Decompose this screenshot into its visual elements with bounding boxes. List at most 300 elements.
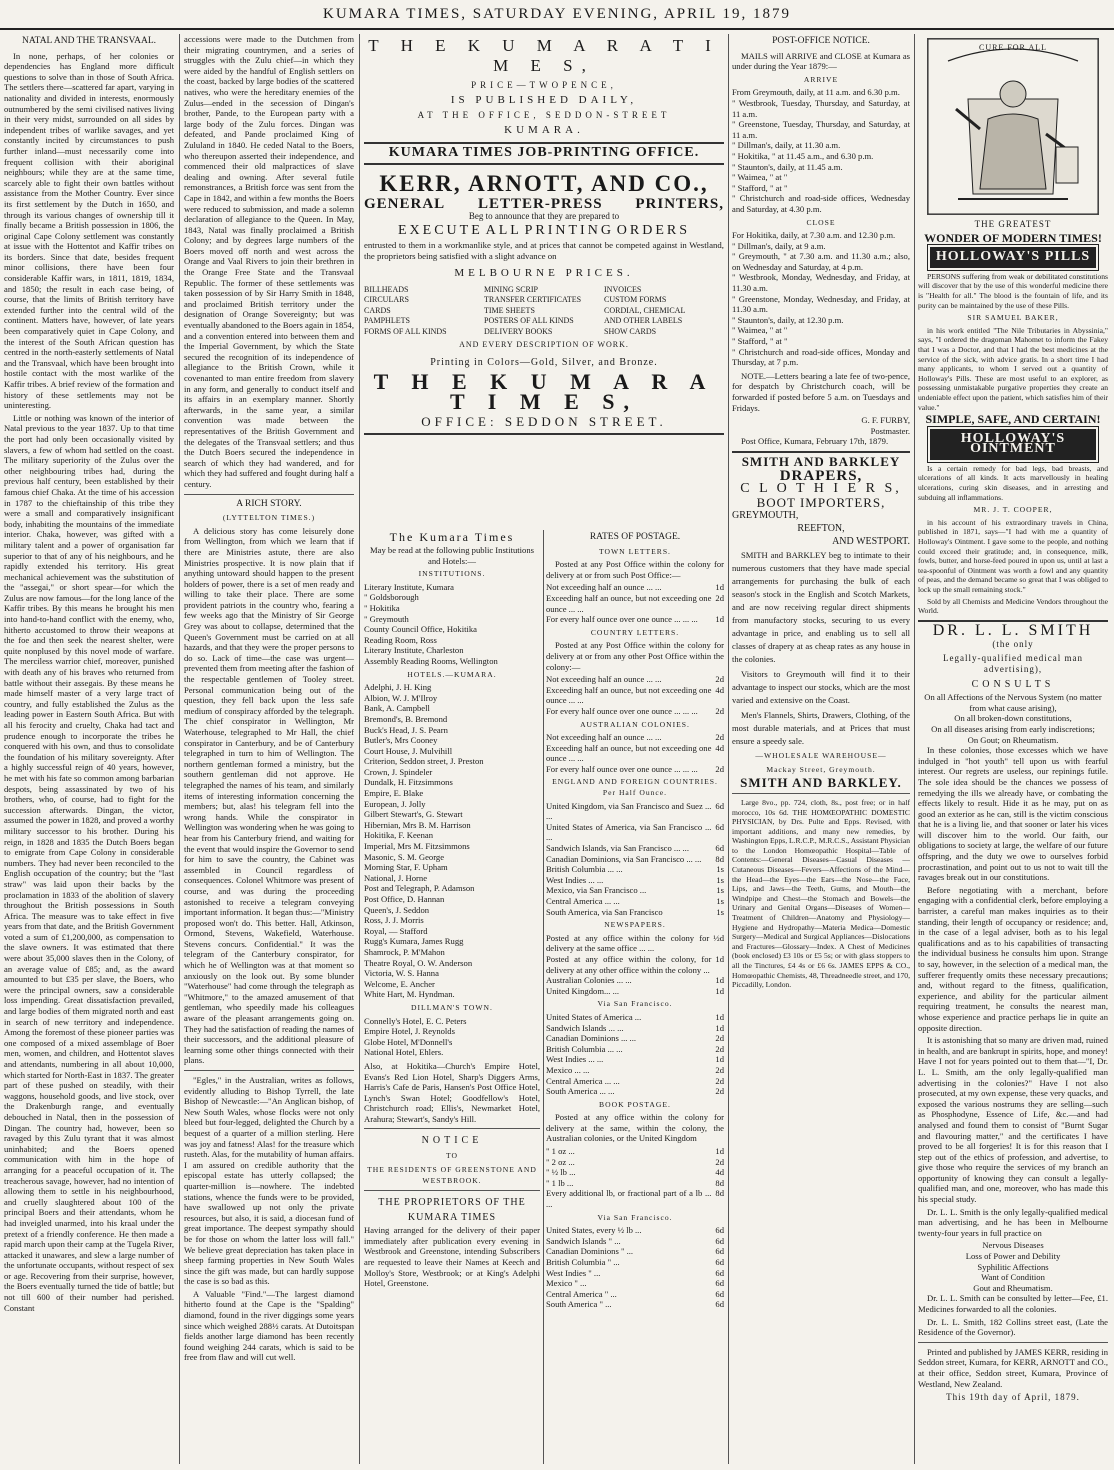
institution-item: Literary Institute, Charleston — [364, 645, 464, 656]
po-title: POST-OFFICE NOTICE. — [772, 36, 870, 46]
eng-rates — [546, 801, 724, 918]
pills-text: PERSONS suffering from weak or debilitated constitutions will discover that by the use of this wonderful medicine there is "Health for all." The blood is the fountain of life, and its purity can be maintained by the use of these Pills. — [918, 271, 1108, 310]
news-rates — [546, 933, 724, 997]
town-rates — [546, 582, 724, 624]
print-items-grid — [364, 285, 724, 338]
close-heading: CLOSE — [806, 217, 836, 227]
hotel-item: Masonic, S. M. George — [364, 851, 445, 862]
hotel-item: Court House, J. Mulvihill — [364, 745, 453, 756]
sb-text: SMITH and BARKLEY beg to intimate to their numerous customers that they have made special arrangements for purchasing the bulk of each season's stock in the English and Scotch Markets, and are now receiving regular direct shipments from manufactory stocks, securing to us every advantage in price, and enabling us to sell all classes of drapery at as cheap rates as any house in the colonies. — [732, 550, 910, 665]
sb-mens: Men's Flannels, Shirts, Drawers, Clothing, of the most durable materials, and at Prices that must ensure a speedy sale. — [732, 710, 910, 747]
hotel-item: Bank, A. Campbell — [364, 703, 430, 714]
notice-heading: NOTICE — [421, 1135, 483, 1147]
rate-row — [546, 743, 724, 764]
rate-label: Every additional lb, or fractional part of a lb ... ... — [546, 1188, 712, 1210]
rate-row — [546, 1289, 724, 1300]
holloway-illustration — [927, 38, 1099, 215]
rate-label: Not exceeding half an ounce ... ... — [546, 732, 662, 743]
hotel-item: Empire, E. Blake — [364, 788, 424, 799]
proprietors-heading: THE PROPRIETORS OF THE KUMARA TIMES — [378, 1197, 526, 1224]
article-natal — [4, 34, 174, 1466]
rate-row — [546, 954, 724, 975]
print-item: BILLHEADS — [364, 284, 409, 294]
rate-label: Not exceeding half an ounce ... ... — [546, 674, 662, 685]
wholesale: —WHOLESALE WAREHOUSE— — [755, 751, 887, 761]
hotel-item: Adelphi, J. H. King — [364, 682, 432, 693]
divider — [364, 1128, 540, 1129]
article-paragraph: Little or nothing was known of the interior of Natal previous to the year 1837. Up to that time the port had only been occasionally visited by slavers, a few of whom had settled on the coast. The military superiority of the Zulus over the other neighbouring tribes had, during the previous half century, been established by their famous chief Chaka. At the time of his accession in 1787 to the chieftainship of this tribe they were a small and comparatively insignificant body, inhabiting the mountains of the immediate interior. Chaka, however, was gifted with a military talent and a power of organisation far superior to that of any of his neighbours, and he rapidly extended his territory. His great mechanical achievement was the substitution of the "assegai," or short spear—for which the Zulus are now famous—for the long lance of the Kaffir tribes. By this means he brought his men into hand-to-hand conflict with the enemy, who, hitherto accustomed to throw their weapons at the foe and then seek the nearest shelter, were quite nonplused by this novel mode of warfare. The merciless warrior chief, moreover, punished with death any of his braves who returned from battle without their assegais. By these means he made himself master of a very large tract of country, and fully established the Zulus as the leading power in Eastern South Africa. But with all his ferocity and cruelty, Chaka had tact and prudence enough to incorporate the tribes he conquered with his own, and thus to consolidate the foundation of his military sovereignty. After a highly successful reign of 40 years, however, he met with his fate so common among barbarian despots, being assassinated by two of his brothers, who, of course, had to fight for the succession afterwards. Dingan, the victor, assumed the power in 1828, and proved a worthy military successor to his brother. During his reign, in 1828 and 1835 the Dutch Boers began to emigrate from Cape Colony in considerable numbers. They had never been reconciled to the English occupation of the country; but the "last straw" was laid upon their backs by the proclamation in 1833 of the abolition of slavery throughout the British possessions in South Africa. The measure was to take effect in five years from that date, and the British Government voted a sum of £1,200,000, as compensation to the slave owners. It was estimated that there were about 35,000 slaves then in the Colony, of an average value of £85; and, as the award amounted to but £35 per slave, the Boers, who were the principal owners, saw a considerable loss impending. Great dissatisfaction prevailed, and large bodies of them migrated north and east in search of new territory and independence. Among the foremost of these pioneer parties was one composed of a mixed assemblage of Boer men, women, and children, and Hottentot slaves and attendants, numbering in all about 10,000, which started for North-East in 1837. The greater part of these pushed on steadily, with their waggons, household goods, and live stock, over the Drakenburgh range, and eventually debouched in Natal, then in the possession of Dingan. The country had, however, been so ravaged by this Zulu tyrant that it was almost uninhabited; and the Boers opened communication with him in the hope of arranging for a peaceful occupation of it. The treacherous savage, however, had no intention of allowing them to settle in his neighbourhood, and cruelly slaughtered about 100 of the principal Boers and their attendants, whom he had inveigled unarmed, into his kraal under the pretext of a friendly conference. He then made a rapid march upon their camp at the Tugela River, attacked it unawares, and slew a large number of the unfortunate occupants, without respect of sex or age. Recovering from their surprise, however, the Boers eventually turned the tide of battle; but not till 600 of their number had perished. Constant — [4, 412, 174, 1313]
dillman-item: Globe Hotel, M'Donnell's — [364, 1036, 453, 1047]
aus-heading: AUSTRALIAN COLONIES. — [580, 719, 690, 729]
rate-row — [546, 1146, 724, 1157]
hotel-item: Hokitika, F. Keenan — [364, 830, 434, 841]
rate-row — [546, 1157, 724, 1168]
rate-label: For every half ounce over one ounce ... ... ... — [546, 705, 698, 716]
cure-for-all-badge: CURE FOR ALL — [978, 43, 1047, 52]
close-item: " Dillman's, daily, at 9 a.m. — [732, 240, 826, 251]
bookvia-heading: Via San Francisco. — [597, 1212, 673, 1222]
rate-row — [546, 1178, 724, 1189]
rate-label: United Kingdom, via San Francisco and Suez ... ... — [546, 800, 712, 822]
simple-safe: SIMPLE, SAFE, AND CERTAIN! — [925, 412, 1101, 427]
divider — [732, 451, 910, 453]
hotel-item: Morning Star, F. Upham — [364, 862, 448, 873]
po-intro: MAILS will ARRIVE and CLOSE at Kumara as under during the Year 1879:— — [732, 50, 910, 72]
print-item: CORDIAL, CHEMICAL — [604, 305, 686, 315]
holloways-pills: HOLLOWAY'S PILLS — [930, 247, 1096, 268]
rate-value: 2d — [715, 1064, 724, 1075]
rate-row — [546, 706, 724, 717]
divider — [184, 494, 354, 495]
divider — [184, 1070, 354, 1071]
kumara-times-title: The Kumara Times — [389, 530, 515, 544]
close-item: " Stafford, " at " — [732, 336, 788, 347]
price: PRICE—TWOPENCE, — [471, 80, 617, 90]
eng-heading: ENGLAND AND FOREIGN COUNTRIES. Per Half Ounce. — [552, 777, 718, 798]
rate-label: United States, every ½ lb ... — [546, 1225, 642, 1236]
dillman-item: Empire Hotel, J. Reynolds — [364, 1026, 455, 1037]
wonder: WONDER OF MODERN TIMES! — [924, 230, 1102, 245]
smith-list-item: Want of Condition — [981, 1272, 1045, 1283]
print-item: CUSTOM FORMS — [604, 295, 667, 305]
smith-text-1: In these colonies, those excesses which we have indulged in "hot youth" tell upon us with fearful interest. Our regrets are useless, our repinings futile. The sole idea should be the chances we possess of remedying the ills we already have, or combating the effects likely to result. Hide it as he may, put on as good an exterior as he can, still is the victim conscious that he is a living lie, and that sooner or later his vices will discover him to the world. Our faith, our obligations to society at large, the welfare of our future offspring, and the duty we owe to ourselves forbid procrastination, and point out to us not to wait till the ravages break out in our constitutions. — [918, 745, 1108, 883]
rate-value: 6d — [715, 1235, 724, 1246]
arrive-heading: ARRIVE — [803, 74, 839, 84]
rate-value: 6d — [715, 1246, 724, 1257]
rate-row — [546, 764, 724, 775]
hotel-item: European, J. Jolly — [364, 798, 426, 809]
smith-list — [918, 1240, 1108, 1293]
rate-row — [546, 854, 724, 865]
institution-item: Assembly Reading Rooms, Wellington — [364, 655, 498, 666]
sb-visitors: Visitors to Greymouth will find it to their advantage to inspect our stocks, which are the most varied and extensive on the Coast. — [732, 669, 910, 706]
sb-title: SMITH AND BARKLEY — [741, 453, 901, 469]
rate-row — [546, 1278, 724, 1289]
smith-list-item: Syphilitic Affections — [977, 1261, 1049, 1272]
kerr-arnott-heading: KERR, ARNOTT, AND CO., — [379, 170, 709, 196]
print-item: TIME SHEETS — [484, 305, 535, 315]
close-item: " Greymouth, " at 7.30 a.m. and 11.30 a.m.; also, on Wednesday and Saturday, at 4 p.m. — [732, 251, 910, 272]
holloway-and-smith-adverts — [918, 34, 1108, 1466]
sb-end: SMITH AND BARKLEY. — [740, 775, 902, 791]
close-item: " Greenstone, Monday, Wednesday, and Friday, at 11.30 a.m. — [732, 293, 910, 315]
hotel-item: Queen's, J. Seddon — [364, 904, 430, 915]
institution-item: Reading Room, Ross — [364, 634, 437, 645]
baker-name: SIR SAMUEL BAKER, — [967, 313, 1059, 323]
rate-value: 6d — [715, 821, 724, 832]
close-item: " Christchurch and road-side offices, Monday and Thursday, at 7 p.m. — [732, 346, 910, 368]
close-item: " Staunton's, daily, at 12.30 p.m. — [732, 314, 844, 325]
via-rates — [546, 1012, 724, 1097]
office-2: OFFICE: SEDDON STREET. — [421, 414, 667, 430]
mackay: Mackay Street, Greymouth. — [766, 764, 876, 774]
rate-row — [546, 1033, 724, 1044]
postage-title: RATES OF POSTAGE. — [589, 532, 681, 542]
rate-label: Sandwich Islands " ... — [546, 1235, 621, 1246]
general-word: GENERAL — [364, 195, 446, 212]
consult-line: On all diseases arising from early indiscretions; — [931, 723, 1095, 734]
rate-value: 1s — [716, 896, 724, 906]
rate-row — [546, 1086, 724, 1097]
column-rule — [359, 34, 360, 1464]
rate-row — [546, 1225, 724, 1236]
rate-label: West Indies " ... — [546, 1267, 601, 1278]
hotel-item: Hibernian, Mrs B. M. Harrison — [364, 819, 471, 830]
hotel-item: Imperial, Mrs M. Fitzsimmons — [364, 841, 470, 852]
post-office-notice — [732, 34, 910, 1466]
rate-row — [546, 907, 724, 918]
rate-row — [546, 1076, 724, 1087]
rate-value: 1d — [715, 582, 724, 593]
rate-label: Mexico, via San Francisco ... — [546, 885, 647, 896]
rate-row — [546, 1012, 724, 1023]
rate-value: 2d — [715, 1043, 724, 1054]
po-sign-title: Postmaster. — [870, 425, 910, 436]
smith-text-2: Before negotiating with a merchant, before engaging with a confidential clerk, before employing a barrister, a careful man makes inquiries as to their standing, their length of occupancy or residence; and, in the case of a legal adviser, both as to his legal qualifications and as to his capabilities of transacting the individual business he consults him upon. Strange to say, however, in the selection of a medical man, the sufferer frequently omits these necessary precautions; and, without regard to the fitness, qualification, experience, and ability for the particular ailment requiring treatment, he consults the nearest man, whose experience and practice perhaps lie in quite an opposite direction. — [918, 884, 1108, 1033]
rate-value: 2d — [715, 592, 724, 603]
rate-row — [546, 593, 724, 614]
rate-row — [546, 614, 724, 625]
print-item: AND OTHER LABELS — [604, 316, 683, 326]
rate-label: Canadian Dominions " ... — [546, 1246, 634, 1257]
rate-value: 6d — [715, 1257, 724, 1267]
kumara-times-advert — [364, 34, 724, 528]
arrive-item: " Staunton's, daily, at 11.45 a.m. — [732, 161, 843, 172]
rate-row — [546, 1023, 724, 1034]
rate-value: 1s — [716, 885, 724, 896]
divider — [732, 793, 910, 794]
hotel-item: Albion, W. J. M'Ilroy — [364, 692, 438, 703]
arrive-item: From Greymouth, daily, at 11 a.m. and 6.30 p.m. — [732, 87, 900, 98]
column-rule — [179, 34, 180, 1464]
rate-value: 2d — [715, 1086, 724, 1097]
dillman-heading: DILLMAN'S TOWN. — [411, 1002, 493, 1012]
hotel-item: Shamrock, P. M'Mahon — [364, 946, 445, 957]
print-item: INVOICES — [604, 284, 642, 294]
rate-label: Canadian Dominions, via San Francisco ... ... — [546, 853, 702, 864]
greatest: THE GREATEST — [974, 219, 1052, 229]
rate-value: 1s — [716, 864, 724, 875]
rate-row — [546, 933, 724, 954]
rate-value: 8d — [715, 1188, 724, 1199]
rate-label: Australian Colonies ... ... — [546, 975, 632, 986]
rate-row — [546, 896, 724, 907]
rate-label: Central America ... ... — [546, 896, 620, 906]
hotels-heading: HOTELS.—KUMARA. — [407, 669, 497, 679]
ointment-text: Is a certain remedy for bad legs, bad breasts, and ulcerations of all kinds. It acts marvellously in healing ulcerations, curing skin diseases, and in arresting and subduing all inflammations. — [918, 463, 1108, 502]
institution-item: Literary Institute, Kumara — [364, 581, 454, 592]
hotel-item: Butler's, Mrs Cooney — [364, 735, 438, 746]
via-heading: Via San Francisco. — [597, 999, 673, 1009]
office-line: AT THE OFFICE, SEDDON-STREET — [417, 110, 671, 120]
smith-list-item: Gout and Rheumatism. — [973, 1282, 1053, 1293]
westport: AND WESTPORT. — [832, 535, 910, 547]
divider — [364, 163, 724, 165]
rate-label: United Kingdom... ... — [546, 985, 620, 996]
cooper-name: MR. J. T. COOPER, — [973, 505, 1053, 515]
consults: CONSULTS — [971, 679, 1055, 691]
institution-item: " Goldsborough — [364, 592, 419, 603]
institutions-list — [364, 582, 540, 667]
institutions-heading: INSTITUTIONS. — [418, 569, 486, 579]
book-heading: BOOK POSTAGE. — [599, 1099, 671, 1109]
rate-value: 6d — [715, 1278, 724, 1289]
rate-row — [546, 674, 724, 685]
rate-row — [546, 1167, 724, 1178]
hotel-item: National, J. Horne — [364, 872, 428, 883]
po-note: NOTE.—Letters bearing a late fee of two-pence, for despatch by Christchurch coach, will be forwarded if posted before 5 a.m. on Tuesdays and Fridays. — [732, 370, 910, 413]
print-item: CIRCULARS — [364, 295, 409, 305]
close-item: " Waimea, " at " — [732, 325, 788, 336]
rate-row — [546, 1246, 724, 1257]
hotel-item: Criterion, Seddon street, J. Preston — [364, 756, 484, 767]
arrive-item: " Waimea, " at " — [732, 172, 788, 183]
rate-value: 1s — [716, 874, 724, 885]
rate-value: 6d — [715, 800, 724, 811]
cooper-text: in his account of his extraordinary travels in China, published in 1871, says—"I had with me a quantity of Holloway's Ointment. I gave some to the people, and nothing could exceed their gratitude; and, in consequence, milk, fowls, butter, and horse-feed poured in upon us, until at last a tea-spoonful of Ointment was worth a fowl and any quantity of peas, and the demand became so great that I was obliged to lock up the small remaining stock." — [918, 517, 1108, 594]
divider — [364, 433, 724, 435]
public-institutions — [364, 530, 540, 1466]
rate-value: 6d — [715, 1299, 724, 1310]
rate-row — [546, 843, 724, 854]
rate-label: Mexico " ... — [546, 1278, 587, 1289]
homeopathic-advert: Large 8vo., pp. 724, cloth, 8s., post free; or in half morocco, 10s 6d. THE HOMŒOPATHIC DOMESTIC PHYSICIAN, by Drs. Pulte and Epps. Revised, with important additions, and many new remedies, by Washington Epps, L.R.C.P., M.R.C.S., Assistant Physician to the London Homœopathic Hospital—Table of Contents:—General Diseases—Casual Diseases — Cutaneous Diseases—Fevers—Affections of the Mind—the Head—the Eyes—the Ears—the Nose—the Face, Lips, and Jaws—the Teeth, Gums, and Mouth—the Windpipe and Chest—the Stomach and Bowels—the Urinary and Genital Organs—Diseases of Women—Treatment of Children—Anatomy and Physiology—Hygiene and Hydropathy—Materia Medica—Domestic Surgery—Medical and Surgical Appliances—Dislocations and Fractures—Glossary—Index. A Chest of Medicines (book enclosed) £3 10s or £5 5s; or with glass stoppers to all the Tinctures, £4 4s or £6 6s. JAMES EPPS & CO., Homœopathic Chemists, 48, Threadneedle street, and 170, Piccadilly, London. — [732, 797, 910, 990]
dillman-list — [364, 1016, 540, 1058]
bookvia-rates — [546, 1225, 724, 1310]
notice-residents: THE RESIDENTS OF GREENSTONE AND WESTBROOK. — [367, 1165, 537, 1185]
beg-line: Beg to announce that they are prepared to — [468, 211, 620, 222]
rate-value: 8d — [715, 1177, 724, 1188]
hotel-item: Rugg's Kumara, James Rugg — [364, 936, 464, 947]
consult-line: On all broken-down constitutions, — [954, 713, 1072, 724]
story-source: (LYTTELTON TIMES.) — [222, 513, 316, 523]
letterpress-word: LETTER-PRESS — [478, 195, 603, 212]
colors-line: Printing in Colors—Gold, Silver, and Bronze. — [430, 357, 658, 369]
rate-value: 1d — [715, 1011, 724, 1022]
proprietors-text: Having arranged for the delivery of their paper immediately after publication every evening in Westbrook and Greenstone, intending Subscribers are requested to leave their Names at Keech and Molloy's Store, Westbrook; or at King's Adelphi Hotel, Greenstone. — [364, 1225, 540, 1289]
arrive-item: " Westbrook, Tuesday, Thursday, and Saturday, at 11 a.m. — [732, 97, 910, 119]
rate-label: Mexico ... ... — [546, 1064, 590, 1075]
rate-label: Posted at any office within the colony, for delivery at any other office within the colony ... — [546, 953, 712, 975]
rate-value: 4d — [715, 742, 724, 753]
country-text: Posted at any Post Office within the colony for delivery at or from any other Post Office within the colony:— — [546, 640, 724, 672]
book-text: Posted at any office within the colony for delivery at the same, within the colony, the Australian colonies, or the United Kingdom — [546, 1112, 724, 1144]
rate-row — [546, 864, 724, 875]
seated-figure-icon — [928, 39, 1098, 214]
rate-value: 4d — [715, 1167, 724, 1178]
book-rates — [546, 1146, 724, 1210]
story-paragraph: A Valuable "Find."—The largest diamond hitherto found at the Cape is the "Spalding" diamond, found in the river diggings some years since which weighed 288½ carats. At Dutoitspan fields another large diamond has been recently found weighing 244 carats, which is said to be free from flaw and will cut well. — [184, 1288, 354, 1363]
notice-to: TO — [446, 1151, 458, 1161]
article-paragraph: accessions were made to the Dutchmen from their migrating countrymen, and a series of struggles with the Zulu chief—in which they were aided by the handful of English settlers on the coast, backed by large bodies of the scattered natives, who were the hereditary enemies of the Zulus—ended in the secession of Dingan's brother, Pande, to the European party with a large body of the Zulu forces. Dingan was defeated, and Pande proclaimed King of Zululand in 1840. He ceded Natal to the Boers, who thereupon asserted their independence, and commenced their old malpractices of slave dealing and owning. After several futile remonstrances, a British force was sent from the Cape in 1842, and within a few months the Boers were reduced to submission, and made a solemn declaration of allegiance to the Queen. In May, 1843, Natal was finally proclaimed a British Colony; and by degrees large numbers of the Boers moved off north and west across the Orange and Vaal Rivers to join their brethren in the Orange Free State and the Transvaal Republic. The former of these settlements was taken possession of by Sir Harry Smith in 1848, and proclaimed British territory under the designation of Orange Sovereignty; but was eventually abandoned to the Boers again in 1854, and a convention entered into between them and the Imperial Government, by which the State secured the recognition of its independence of allegiance to the British Crown, while it covenanted to man entire freedom from slavery in any form, and generally to conduct itself and its affairs in an exemplary manner. Shortly afterwards, in the same year, a similar convention was made between the representatives of the British Government and the delegates of the Transvaal settlers; and thus the Dutch Boers secured the independence in search of which they had wandered, and for which they had suffered and fought during half a century. — [184, 34, 354, 489]
rate-label: " 1 lb ... — [546, 1177, 574, 1188]
rate-value: 6d — [715, 1225, 724, 1236]
rate-label: Canadian Dominions ... ... — [546, 1033, 636, 1044]
hotel-item: Dundalk, H. Fitzsimmons — [364, 777, 453, 788]
consult-lines — [918, 692, 1108, 745]
rate-row — [546, 986, 724, 997]
story-paragraph: "Egles," in the Australian, writes as follows, evidently alluding to Bishop Tyrrell, the late Bishop of Newcastle:—"An Anglican bishop, of New South Wales, whose flocks were not only bleed but four-legged, delighted the Church by a bequest of a quarter of a million sterling. Here was joy and fatness! Alas! for the treasure which rusteth. Alas, for the mutability of human affairs. I am assured on credible authority that the episcopal estate has utterly collapsed; the quarter-million is—nowhere. The indebted stations, whence the funds were to be provided, have swallowed up not only the private resources, but also, it is said, a diocesan fund of great importance. The deepest sympathy should be for those on whom the latter loss will fall." We believe great depreciation has taken place in sheep farming properties in New South Wales since the gift was made, but can hardly suppose the case is so bad as this. — [184, 1075, 354, 1287]
rate-value: 6d — [715, 843, 724, 854]
po-sign: G. F. FURBY, — [861, 415, 910, 426]
story-paragraph: A delicious story has come leisurely done from Wellington, from which we learn that if there are Ministries astute, there are also Ministries prospective. It is now plain that if anything untoward should happen to the present holders of power, there is a set of men ready and willing to take their place. There are some provident patriots in the country who, fearing a few weeks ago that the Ministry of Sir George Grey was about to collapse, determined that the Queen's Government must be carried on at all hazards, and that they were the proper persons to do so. Lack of time—the case was urgent—prevented them from meeting after the fashion of the respectable gentlemen of Tooley street. Personal communication being out of the question, they fell back upon the less safe medium of conspiracy afforded by the telegraph. The chief conspirator in Wellington, Mr Waterhouse, telegraphed to Mr Hall, the chief conspirator in Canterbury, and be of Canterbury telegraphed in turn to him of Wellington. The northern gentleman formed a ministry, but the southern gentleman did not approve. He telegraphed the names of his team, and similarly items of interesting information concerning the members; but, alas! his telegram fell into the wrong hands. While the conspirator in Wellington was wondering when he was going to hear from his Canterbury friend, and waiting for the event that would inspire the Governor to send for him to save the country, the Cabinet was assembled in Council regardless of consequences. Colonel Whitmore was present of course, and was during the proceeding astonished to receive a telegram conveying important information. It began thus:—"Ministry proposed won't do. This better. Hall, Atkinson, Ormond, Stevens, Wakefield, Waterhouse. Stevens concurs. Confidential." It was the telegram of the Canterbury conspirator, for which he of Wellington was at that moment so anxiously on the look out. By some blunder "Waterhouse" had come through the telegraph as "Whitmore," to the amazed amusement of that gentleman, who speedily made his colleagues aware of the pleasant arrangements going on. They had the satisfaction of reading the names of their successors, and the additional pleasure of learning some other things connected with their plans. — [184, 525, 354, 1066]
baker-text: in his work entitled "The Nile Tributaries in Abyssinia," says, "I ordered the dragoman Mahomet to inform the Fakey that I was a Doctor, and that I had the best medicines at the service of the sick, with advice gratis. In a short time I had many applicants, to whom I served out a quantity of Holloway's Pills. These are most useful to an explorer, as possessing unmistakable purgative properties they create an undeniable effect upon the patient, which satisfies him of their value." — [918, 325, 1108, 412]
arrive-list — [732, 87, 910, 214]
rate-label: United States of America, via San Francisco ... ... — [546, 821, 712, 843]
rate-label: Central America ... ... — [546, 1075, 620, 1086]
arrive-item: " Greenstone, Tuesday, Thursday, and Saturday, at 11 a.m. — [732, 119, 910, 140]
divider — [364, 142, 724, 144]
rate-value: 1d — [715, 975, 724, 986]
arrive-item: " Dillman's, daily, at 11.30 a.m. — [732, 140, 841, 151]
smith-text-3: It is astonishing that so many are driven mad, ruined in health, and are bankrupt in spirits, hope, and money! Have I not for years pointed out to them that—"I, Dr. L. L. Smith, am the only legally-qualified man advertising in the colonies?" Have I not also prosecuted, at my own expense, these very quacks, and exposed the various nostrums they are selling—such as Phosphodyne, Essence of Life, &c.—and had analysed and found them to consist of "Burnt Sugar and flavouring matter," and the certificates I have proved to be all forgeries! It is for this reason that I step out of the ethics of profession, and advertise, to give those who require the services of my branch an opportunity of knowing they can consult a legally-qualified man, and one, moreover, who has made this his special study. — [918, 1035, 1108, 1205]
hotel-item: Theatre Royal, O. W. Anderson — [364, 957, 473, 968]
hotel-item: Buck's Head, J. S. Pearn — [364, 724, 448, 735]
rate-label: United States of America ... — [546, 1011, 642, 1022]
drapers: DRAPERS, — [779, 467, 863, 484]
imprint-date: This 19th day of April, 1879. — [946, 1392, 1080, 1403]
print-item: CARDS — [364, 305, 391, 315]
po-date: Post Office, Kumara, February 17th, 1879. — [741, 436, 889, 447]
hotel-item: Post and Telegraph, P. Adamson — [364, 883, 475, 894]
entrusted-text: entrusted to them in a workmanlike style, and at prices that cannot be competed against in Westland, the proprietors being satisfied with a slight advance on — [364, 240, 724, 261]
holloways-ointment: HOLLOWAY'S OINTMENT — [930, 429, 1096, 460]
hotel-item: Ross, J. J. Morris — [364, 915, 424, 926]
greymouth: GREYMOUTH, — [732, 510, 799, 522]
also-text: Also, at Hokitika—Church's Empire Hotel, Evans's Red Lion Hotel, Sharp's Diggers Arms, Harris's Cafe de Paris, Hansen's Post Office Hotel, Lynch's Swan Hotel; Goodfellow's Hotel, Christchurch road; Ellis's, Newmarket Hotel, Arahura; Stewart's, Sandy's Hill. — [364, 1060, 540, 1124]
imprint: Printed and published by JAMES KERR, residing in Seddon street, Kumara, for KERR, ARNOTT and CO., at their office, Seddon street, Kumara, Province of Westland, New Zealand. — [918, 1346, 1108, 1389]
rate-row — [546, 582, 724, 593]
country-heading: COUNTRY LETTERS. — [590, 627, 680, 637]
rate-value: 2d — [715, 763, 724, 774]
clothiers: C L O T H I E R S, — [740, 481, 902, 497]
rate-label: Posted at any office within the colony for delivery at the same office ... ... — [546, 932, 710, 954]
column-rule — [728, 34, 729, 1464]
divider — [918, 1342, 1108, 1343]
rate-row — [546, 1044, 724, 1055]
rate-value: 2d — [715, 705, 724, 716]
rate-value: 1d — [715, 1054, 724, 1065]
rates-of-postage — [546, 530, 724, 1466]
published-daily: IS PUBLISHED DAILY, — [450, 94, 638, 106]
orders-word: ORDERS — [616, 222, 690, 238]
hotel-item: Welcome, E. Ancher — [364, 978, 435, 989]
rate-label: For every half ounce over one ounce ... ... ... — [546, 614, 698, 625]
smith-text-4: Dr. L. L. Smith is the only legally-qualified medical man advertising, and he has been in Melbourne twenty-four years in full practice on — [918, 1206, 1108, 1238]
paper-title: T H E K U M A R A T I M E S, — [368, 36, 720, 75]
rate-label: British Columbia ... ... — [546, 1043, 623, 1054]
consult-line: On Gout; on Rheumatism. — [967, 734, 1059, 745]
arrive-item: " Hokitika, " at 11.45 a.m., and 6.30 p.m. — [732, 150, 874, 161]
hotel-item: White Hart, M. Hyndman. — [364, 989, 455, 1000]
rate-label: " 1 oz ... — [546, 1146, 575, 1157]
print-item: SHOW CARDS — [604, 326, 657, 336]
rate-row — [546, 1268, 724, 1279]
rate-row — [546, 801, 724, 822]
hotel-item: Bremond's, B. Bremond — [364, 713, 448, 724]
rate-row — [546, 1065, 724, 1076]
arrive-item: " Stafford, " at " — [732, 182, 788, 193]
institution-item: " Greymouth — [364, 613, 409, 624]
rate-label: Sandwich Islands ... ... — [546, 1022, 624, 1033]
town-heading: TOWN LETTERS. — [599, 546, 671, 556]
article-continued — [184, 34, 354, 1466]
smith-list-item: Nervous Diseases — [982, 1240, 1044, 1251]
rate-label: Exceeding half an ounce, but not exceeding one ounce ... ... — [546, 592, 712, 614]
rate-label: Central America " ... — [546, 1288, 617, 1299]
institution-item: County Council Office, Hokitika — [364, 624, 477, 635]
close-item: " Westbrook, Monday, Wednesday, and Friday, at 11.30 a.m. — [732, 272, 910, 294]
rate-row — [546, 885, 724, 896]
dr-smith-title: DR. L. L. SMITH — [932, 621, 1094, 639]
printing-word: PRINTING — [524, 222, 614, 238]
rate-value: 2d — [715, 1033, 724, 1044]
consult-line: On all Affections of the Nervous System (no matter from what cause arising), — [924, 692, 1102, 713]
print-item: POSTERS OF ALL KINDS — [484, 316, 574, 326]
column-rule — [543, 530, 544, 1464]
hotel-item: Crown, J. Spindeler — [364, 766, 433, 777]
institution-item: " Hokitika — [364, 602, 400, 613]
rate-value: 1d — [715, 953, 724, 964]
rate-row — [546, 822, 724, 843]
aus-rates — [546, 732, 724, 774]
print-item: FORMS OF ALL KINDS — [364, 326, 447, 336]
sold-by: Sold by all Chemists and Medicine Vendors throughout the World. — [918, 596, 1108, 616]
execute-word: EXECUTE — [398, 222, 483, 238]
rate-value: 1d — [715, 614, 724, 625]
story-heading: A RICH STORY. — [236, 498, 302, 509]
rate-label: West Indies ... ... — [546, 1054, 604, 1065]
print-item: PAMPHLETS — [364, 316, 410, 326]
rate-value: 6d — [715, 1288, 724, 1299]
rate-value: 6d — [715, 1267, 724, 1278]
hotel-item: Post Office, D. Hannan — [364, 894, 445, 904]
melbourne-prices: MELBOURNE PRICES. — [454, 266, 634, 279]
reefton: REEFTON, — [797, 522, 845, 534]
rate-label: Sandwich Islands, via San Francisco ... ... — [546, 843, 689, 854]
rate-value: 2d — [715, 1156, 724, 1167]
rate-value: 1s — [716, 906, 724, 917]
masthead: KUMARA TIMES, SATURDAY EVENING, APRIL 19, 1879 — [0, 0, 1114, 30]
rate-row — [546, 1236, 724, 1247]
close-list — [732, 230, 910, 368]
rate-row — [546, 1054, 724, 1065]
rate-row — [546, 875, 724, 886]
general-printers — [364, 195, 724, 212]
hotel-item: Royal, — Stafford — [364, 925, 428, 936]
rate-value: 2d — [715, 674, 724, 685]
paper-title-2: T H E K U M A R A T I M E S, — [373, 369, 715, 415]
